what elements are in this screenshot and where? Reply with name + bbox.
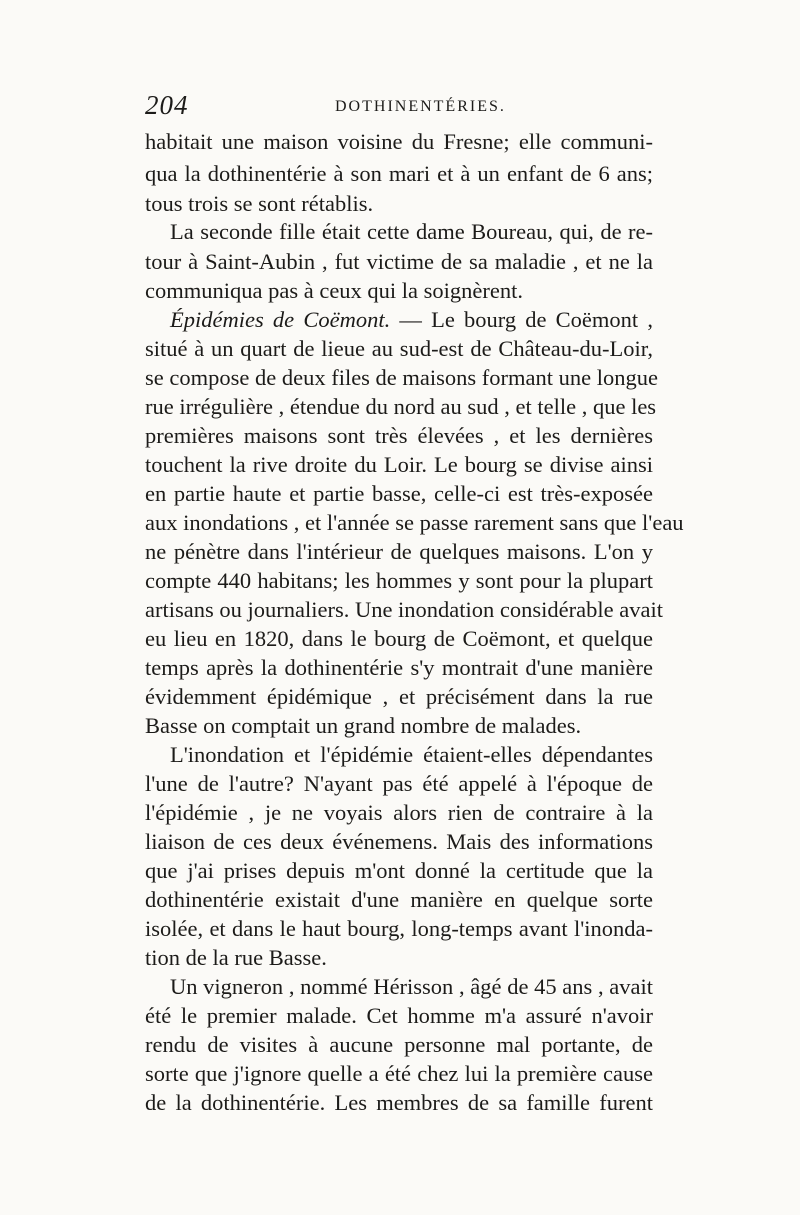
text-line: tous trois se sont rétablis. bbox=[145, 191, 374, 216]
text-line: La seconde fille était cette dame Boureau, qui, de re- bbox=[170, 219, 653, 244]
text-line: touchent la rive droite du Loir. Le bourg se divise ainsi bbox=[145, 452, 653, 477]
text-line: évidemment épidémique , et précisément dans la rue bbox=[145, 684, 653, 709]
text-line: compte 440 habitans; les hommes y sont pour la plupart bbox=[145, 568, 653, 593]
text-line: temps après la dothinentérie s'y montrait d'une manière bbox=[145, 655, 653, 680]
text-line: en partie haute et partie basse, celle-ci est très-exposée bbox=[145, 481, 653, 506]
text-line: situé à un quart de lieue au sud-est de Château-du-Loir, bbox=[145, 336, 653, 361]
text-line: tion de la rue Basse. bbox=[145, 945, 327, 970]
text-line: rendu de visites à aucune personne mal portante, de bbox=[145, 1032, 653, 1057]
text-line: ne pénètre dans l'intérieur de quelques maisons. L'on y bbox=[145, 539, 653, 564]
text-line: eu lieu en 1820, dans le bourg de Coëmont, et quelque bbox=[145, 626, 653, 651]
text-line: L'inondation et l'épidémie étaient-elles dépendantes bbox=[170, 742, 653, 767]
text-line: dothinentérie existait d'une manière en quelque sorte bbox=[145, 887, 653, 912]
text-line: isolée, et dans le haut bourg, long-temps avant l'inonda- bbox=[145, 916, 653, 941]
text-line: Basse on comptait un grand nombre de malades. bbox=[145, 713, 582, 738]
section-title: Épidémies de Coëmont. bbox=[170, 307, 391, 332]
page-header bbox=[145, 90, 653, 122]
text-line: été le premier malade. Cet homme m'a assuré n'avoir bbox=[145, 1003, 653, 1028]
text-line: que j'ai prises depuis m'ont donné la certitude que la bbox=[145, 858, 653, 883]
text-line: habitait une maison voisine du Fresne; elle communi- bbox=[145, 129, 653, 154]
page-number: 204 bbox=[145, 90, 189, 120]
text-line: tour à Saint-Aubin , fut victime de sa maladie , et ne la bbox=[145, 249, 653, 274]
text-line: l'une de l'autre? N'ayant pas été appelé à l'époque de bbox=[145, 771, 653, 796]
text-line: qua la dothinentérie à son mari et à un enfant de 6 ans; bbox=[145, 161, 653, 186]
text-line: liaison de ces deux événemens. Mais des informations bbox=[145, 829, 653, 854]
text-line: de la dothinentérie. Les membres de sa famille furent bbox=[145, 1090, 653, 1115]
text-line: l'épidémie , je ne voyais alors rien de contraire à la bbox=[145, 800, 653, 825]
running-title: DOTHINENTÉRIES. bbox=[335, 98, 506, 115]
text-line: Un vigneron , nommé Hérisson , âgé de 45 ans , avait bbox=[170, 974, 653, 999]
text-line: se compose de deux files de maisons formant une longue bbox=[145, 365, 658, 390]
text-line: premières maisons sont très élevées , et les dernières bbox=[145, 423, 653, 448]
text-line: communiqua pas à ceux qui la soignèrent. bbox=[145, 278, 524, 303]
text-line: aux inondations , et l'année se passe rarement sans que l'eau bbox=[145, 510, 684, 535]
text-line: sorte que j'ignore quelle a été chez lui la première cause bbox=[145, 1061, 653, 1086]
text-line: rue irrégulière , étendue du nord au sud , et telle , que les bbox=[145, 394, 657, 419]
section-heading-rest: — Le bourg de Coëmont , bbox=[390, 307, 653, 332]
section-heading-line bbox=[170, 305, 653, 335]
text-line: artisans ou journaliers. Une inondation considérable avait bbox=[145, 597, 663, 622]
